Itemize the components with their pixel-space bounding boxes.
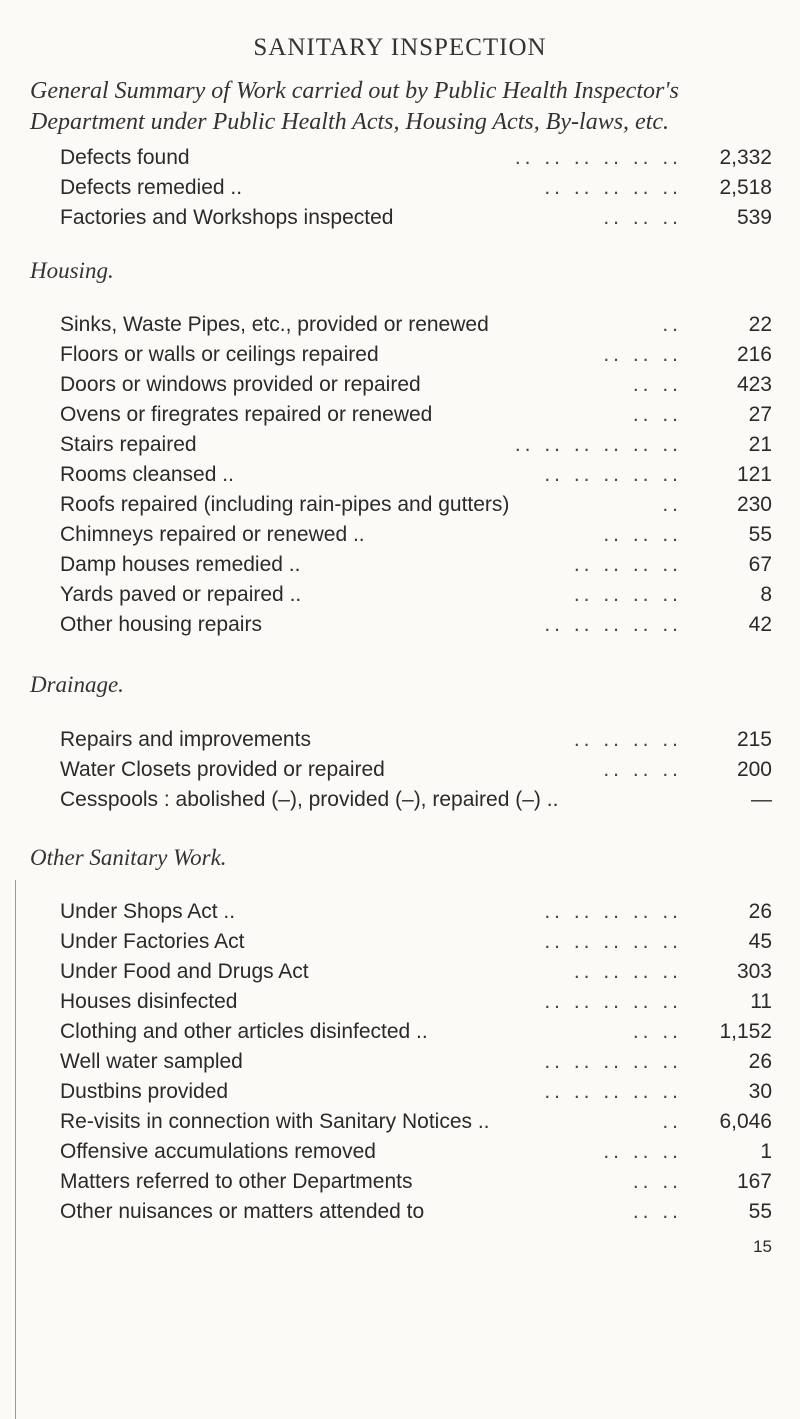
item-label: Under Food and Drugs Act [60,960,309,983]
page-title: SANITARY INSPECTION [253,34,547,61]
item-value: 11 [750,990,772,1013]
list-item [60,143,772,173]
list-item [60,1137,772,1167]
item-label: Rooms cleansed .. [60,463,234,486]
item-value: 55 [748,1200,772,1223]
item-label: Under Factories Act [60,930,245,953]
item-label: Doors or windows provided or repaired [60,373,421,396]
list-item [60,610,772,640]
leader-dots: .. .. .. .. .. [544,990,682,1013]
list-item [60,310,772,340]
item-value: 67 [748,553,772,576]
item-value: 2,332 [719,146,772,169]
item-value: 2,518 [719,176,772,199]
item-label: Under Shops Act .. [60,900,236,923]
item-label: Stairs repaired [60,433,197,456]
item-value: 55 [748,523,772,546]
list-item [60,203,772,233]
leader-dots: .. .. .. [603,343,682,366]
item-value: 1,152 [719,1020,772,1043]
leader-dots: .. .. .. .. [573,583,682,606]
leader-dots: .. .. .. [603,206,682,229]
item-label: Well water sampled [60,1050,243,1073]
leader-dots: .. .. .. [603,758,682,781]
leader-dots: .. .. .. .. .. [544,1080,682,1103]
leader-dots: .. .. .. .. .. [544,463,682,486]
item-value: 30 [748,1080,772,1103]
leader-dots: .. .. .. .. .. [544,1050,682,1073]
item-value: 230 [736,493,772,516]
item-value: 167 [736,1170,772,1193]
item-value: 1 [760,1140,772,1163]
leader-dots: .. .. .. .. .. [544,176,682,199]
item-label: Clothing and other articles disinfected .. [60,1020,428,1043]
leader-dots: .. .. .. .. [573,728,682,751]
leader-dots: .. .. .. .. [573,553,682,576]
item-label: Cesspools : abolished (–), provided (–), repaired (–) .. [60,788,559,811]
page-subtitle: General Summary of Work carried out by Public Health Inspector's Department under Public Health Acts, Housing Acts, By-laws, etc. [30,78,679,135]
list-item [60,1167,772,1197]
list-item [60,460,772,490]
item-label: Other nuisances or matters attended to [60,1200,425,1223]
item-label: Floors or walls or ceilings repaired [60,343,379,366]
leader-dots: .. [662,313,682,336]
item-label: Repairs and improvements [60,728,311,751]
list-item [60,400,772,430]
list-item [60,725,772,755]
item-value: 216 [736,343,772,366]
item-label: Dustbins provided [60,1080,229,1103]
list-item [60,580,772,610]
item-value: 45 [748,930,772,953]
section-heading-drainage: Drainage. [30,672,124,697]
item-value: 42 [748,613,772,636]
leader-dots: .. .. .. .. .. [544,930,682,953]
item-label: Matters referred to other Departments [60,1170,413,1193]
leader-dots: .. .. .. .. .. [544,900,682,923]
item-label: Defects remedied .. [60,176,243,199]
list-item [60,173,772,203]
leader-dots: .. .. [632,1020,682,1043]
list-item [60,1017,772,1047]
leader-dots: .. .. .. .. [573,960,682,983]
item-value: 26 [748,900,772,923]
list-item [60,520,772,550]
list-item [60,785,772,815]
list-item [60,897,772,927]
list-item [60,957,772,987]
item-label: Ovens or firegrates repaired or renewed [60,403,433,426]
item-label: Water Closets provided or repaired [60,758,385,781]
item-value: 121 [736,463,772,486]
list-item [60,987,772,1017]
item-value: 27 [748,403,772,426]
item-label: Chimneys repaired or renewed .. [60,523,365,546]
item-label: Houses disinfected [60,990,238,1013]
item-label: Factories and Workshops inspected [60,206,394,229]
leader-dots: .. [662,1110,682,1133]
section-heading-other-sanitary-work: Other Sanitary Work. [30,845,227,870]
list-item [60,370,772,400]
item-label: Offensive accumulations removed [60,1140,376,1163]
item-value: — [751,788,772,811]
leader-dots: .. .. .. [603,523,682,546]
item-value: 8 [760,583,772,606]
list-item [60,340,772,370]
item-value: 423 [736,373,772,396]
item-value: 22 [748,313,772,336]
item-value: 6,046 [719,1110,772,1133]
list-item [60,430,772,460]
section-heading-housing: Housing. [30,258,114,283]
item-label: Other housing repairs [60,613,262,636]
list-item [60,550,772,580]
leader-dots: .. [662,493,682,516]
leader-dots: .. .. [632,403,682,426]
page-number: 15 [753,1237,772,1256]
item-label: Roofs repaired (including rain-pipes and gutters) [60,493,510,516]
leader-dots: .. .. .. .. .. [544,613,682,636]
item-value: 303 [736,960,772,983]
list-item [60,755,772,785]
item-label: Yards paved or repaired .. [60,583,302,606]
list-item [60,490,772,520]
item-value: 21 [748,433,772,456]
item-label: Defects found [60,146,190,169]
page-number-row [60,1232,772,1262]
leader-dots: .. .. [632,373,682,396]
item-label: Sinks, Waste Pipes, etc., provided or renewed [60,313,489,336]
item-label: Re-visits in connection with Sanitary Notices .. [60,1110,490,1133]
leader-dots: .. .. [632,1200,682,1223]
leader-dots: .. .. .. [603,1140,682,1163]
leader-dots: .. .. .. .. .. .. [514,146,682,169]
item-value: 539 [736,206,772,229]
item-value: 26 [748,1050,772,1073]
item-label: Damp houses remedied .. [60,553,301,576]
list-item [60,1047,772,1077]
list-item [60,1107,772,1137]
leader-dots: .. .. [632,1170,682,1193]
list-item [60,927,772,957]
leader-dots: .. .. .. .. .. .. [514,433,682,456]
item-value: 215 [736,728,772,751]
margin-rule [15,880,16,1419]
list-item [60,1077,772,1107]
list-item [60,1197,772,1227]
item-value: 200 [736,758,772,781]
